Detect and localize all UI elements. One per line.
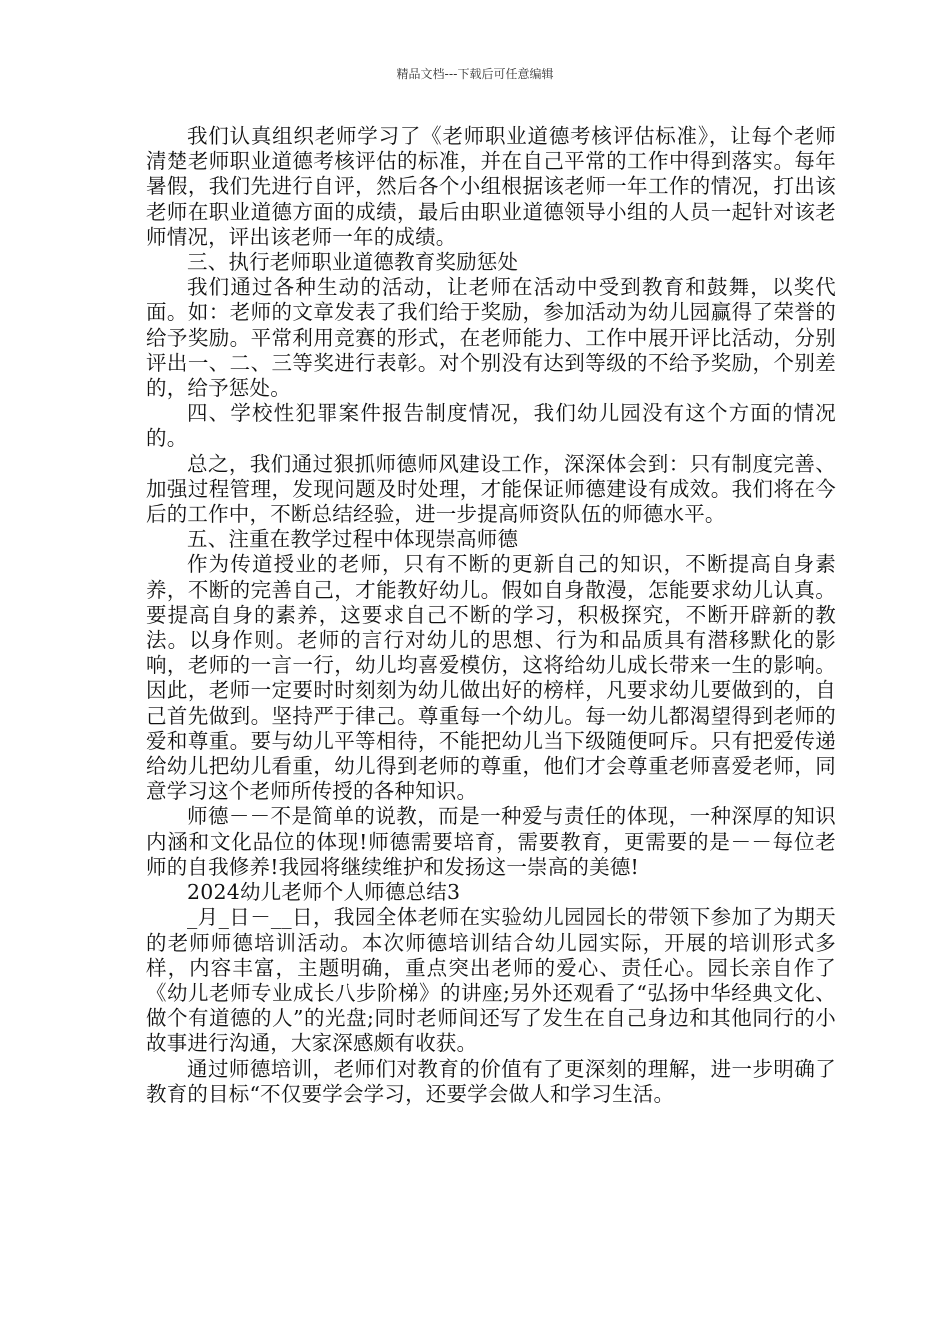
section-heading-5: 五、注重在教学过程中体现崇高师德 [187,527,519,552]
paragraph-ethics: 师德－－不是简单的说教，而是一种爱与责任的体现，一种深厚的知识内涵和文化品位的体现!师德需要培育，需要教育，更需要的是－－每位老师的自我修养!我园将继续维护和发扬这一崇高的美德! [146,804,836,879]
page-header: 精品文档---下载后可任意编辑 [396,67,554,81]
paragraph-teaching: 作为传道授业的老师，只有不断的更新自己的知识，不断提高自身素养，不断的完善自己，才能教好幼儿。假如自身散漫，怎能要求幼儿认真。要提高自身的素养，这要求自己不断的学习，积极探究，不断开辟新的教法。以身作则。老师的言行对幼儿的思想、行为和品质具有潜移默化的影响，老师的一言一行，幼儿均喜爱模仿，这将给幼儿成长带来一生的影响。因此，老师一定要时时刻刻为幼儿做出好的榜样，凡要求幼儿要做到的，自己首先做到。坚持严于律己。尊重每一个幼儿。每一幼儿都渴望得到老师的爱和尊重。要与幼儿平等相待，不能把幼儿当下级随便呵斥。只有把爱传递给幼儿把幼儿看重，幼儿得到老师的尊重，他们才会尊重老师喜爱老师，同意学习这个老师所传授的各种知识。 [146,552,836,804]
paragraph-rewards: 我们通过各种生动的活动，让老师在活动中受到教育和鼓舞，以奖代面。如：老师的文章发表了我们给于奖励，参加活动为幼儿园赢得了荣誉的给予奖励。平常利用竞赛的形式，在老师能力、工作中展开评比活动，分别评出一、二、三等奖进行表彰。对个别没有达到等级的不给予奖励，个别差的，给予惩处。 [146,275,836,401]
section-heading-4: 四、学校性犯罪案件报告制度情况，我们幼儿园没有这个方面的情况的。 [146,401,836,451]
paragraph-summary: 总之，我们通过狠抓师德师风建设工作，深深体会到：只有制度完善、加强过程管理，发现问题及时处理，才能保证师德建设有成效。我们将在今后的工作中，不断总结经验，进一步提高师资队伍的师德水平。 [146,451,836,527]
paragraph-evaluation: 我们认真组织老师学习了《老师职业道德考核评估标准》，让每个老师清楚老师职业道德考核评估的标准，并在自己平常的工作中得到落实。每年暑假，我们先进行自评，然后各个小组根据该老师一年工作的情况，打出该老师在职业道德方面的成绩，最后由职业道德领导小组的人员一起针对该老师情况，评出该老师一年的成绩。 [146,124,836,249]
section-heading-3: 三、执行老师职业道德教育奖励惩处 [187,250,519,275]
section-title-summary-3: 2024幼儿老师个人师德总结3 [187,880,461,905]
paragraph-training-result: 通过师德培训，老师们对教育的价值有了更深刻的理解，进一步明确了教育的目标“不仅要学会学习，还要学会做人和学习生活。 [146,1056,836,1106]
document-body [146,124,836,1107]
paragraph-training: _月_日－__日，我园全体老师在实验幼儿园园长的带领下参加了为期天的老师师德培训活动。本次师德培训结合幼儿园实际，开展的培训形式多样，内容丰富，主题明确，重点突出老师的爱心、责任心。园长亲自作了《幼儿老师专业成长八步阶梯》的讲座;另外还观看了“弘扬中华经典文化、做个有道德的人”的光盘;同时老师间还写了发生在自己身边和其他同行的小故事进行沟通，大家深感颇有收获。 [146,905,836,1056]
